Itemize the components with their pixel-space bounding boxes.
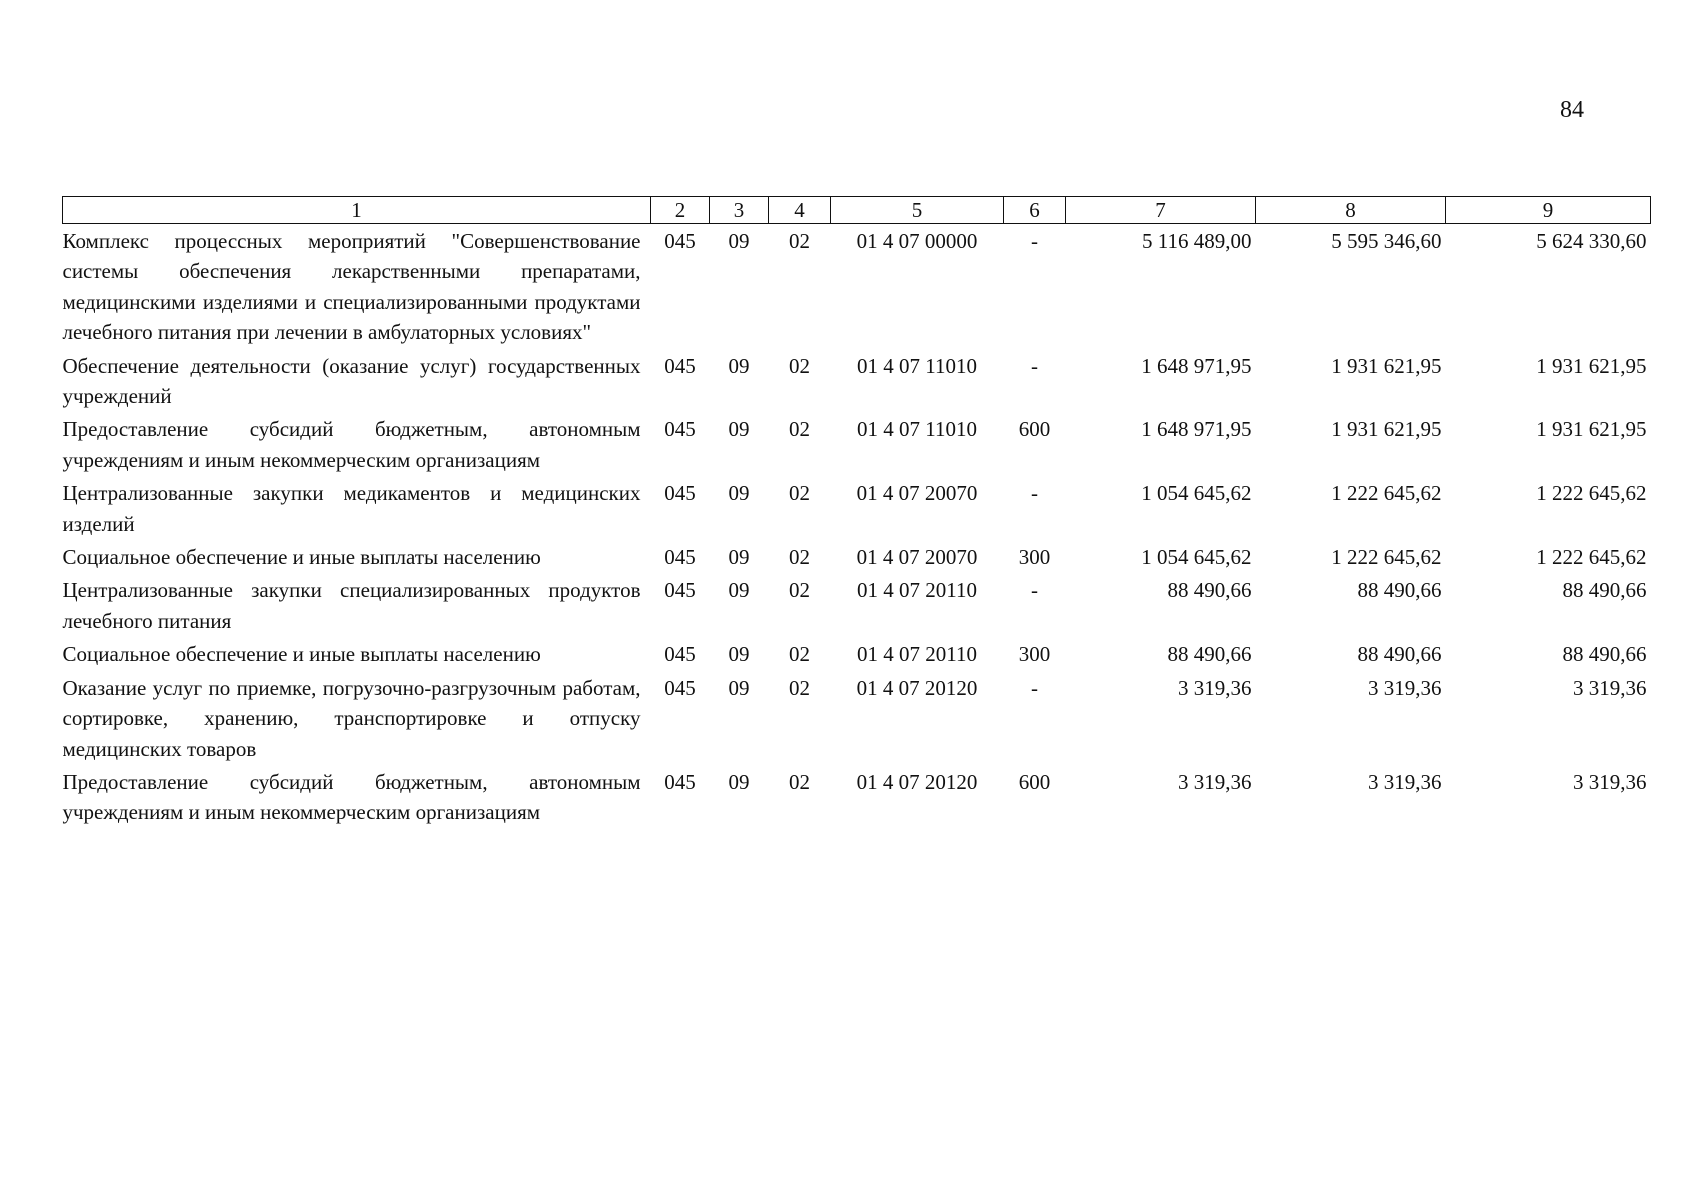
table-row [63, 349, 1651, 413]
amount-col-7: 1 054 645,62 [1141, 545, 1252, 570]
subsection-code: 02 [789, 545, 810, 570]
ministry-code: 045 [664, 642, 696, 667]
row-name: Комплекс процессных мероприятий "Совершенствование системы обеспечения лекарственными препаратами, медицинскими изделиями и специализированными продуктами лечебного питания при лечении в амбулаторных условиях" [62, 229, 641, 345]
ministry-code: 045 [664, 417, 696, 442]
column-header-4: 4 [769, 197, 831, 224]
amount-col-7: 3 319,36 [1178, 675, 1252, 700]
row-name: Предоставление субсидий бюджетным, автономным учреждениям и иным некоммерческим организациям [62, 769, 641, 825]
amount-col-9: 1 931 621,95 [1536, 353, 1647, 378]
amount-col-9: 3 319,36 [1573, 675, 1647, 700]
table-row [63, 540, 1651, 573]
expense-type-code: 600 [1018, 769, 1051, 794]
amount-col-7: 5 116 489,00 [1142, 229, 1252, 253]
table-row [63, 637, 1651, 670]
table-row [63, 765, 1651, 829]
amount-col-9: 88 490,66 [1562, 578, 1647, 603]
amount-col-9: 1 931 621,95 [1536, 417, 1647, 442]
amount-col-8: 88 490,66 [1357, 578, 1442, 603]
target-item-code: 01 4 07 20070 [856, 545, 978, 570]
section-code: 09 [728, 229, 750, 253]
amount-col-8: 3 319,36 [1368, 769, 1442, 794]
ministry-code: 045 [664, 545, 696, 570]
subsection-code: 02 [789, 675, 810, 700]
row-name: Предоставление субсидий бюджетным, автономным учреждениям и иным некоммерческим организациям [62, 417, 641, 472]
column-header-3: 3 [710, 197, 769, 224]
table-row [63, 671, 1651, 765]
page-number: 84 [1560, 97, 1584, 123]
column-header-9: 9 [1446, 197, 1651, 224]
target-item-code: 01 4 07 20110 [857, 578, 977, 603]
ministry-code: 045 [664, 353, 696, 378]
table-row [63, 224, 1651, 349]
column-header-1: 1 [63, 197, 651, 224]
ministry-code: 045 [664, 769, 696, 794]
amount-col-8: 3 319,36 [1368, 675, 1442, 700]
section-code: 09 [728, 417, 750, 442]
budget-table [62, 196, 1651, 829]
amount-col-8: 88 490,66 [1357, 642, 1442, 667]
amount-col-7: 88 490,66 [1167, 642, 1252, 667]
section-code: 09 [728, 642, 750, 667]
row-name: Социальное обеспечение и иные выплаты населению [62, 642, 541, 667]
target-item-code: 01 4 07 20120 [856, 675, 978, 700]
expense-type-code: - [1031, 353, 1038, 378]
column-header-6: 6 [1004, 197, 1066, 224]
expense-type-code: 300 [1018, 545, 1051, 570]
subsection-code: 02 [789, 769, 810, 794]
amount-col-9: 1 222 645,62 [1536, 481, 1647, 506]
amount-col-7: 1 648 971,95 [1141, 417, 1252, 442]
expense-type-code: - [1031, 578, 1038, 603]
section-code: 09 [728, 578, 750, 603]
column-header-2: 2 [651, 197, 710, 224]
expense-type-code: - [1031, 675, 1038, 700]
section-code: 09 [728, 769, 750, 794]
subsection-code: 02 [789, 481, 810, 506]
amount-col-7: 88 490,66 [1167, 578, 1252, 603]
section-code: 09 [728, 353, 750, 378]
section-code: 09 [728, 545, 750, 570]
target-item-code: 01 4 07 20120 [856, 769, 978, 794]
column-header-7: 7 [1066, 197, 1256, 224]
row-name: Централизованные закупки специализированных продуктов лечебного питания [62, 578, 641, 633]
amount-col-8: 1 931 621,95 [1331, 353, 1442, 378]
ministry-code: 045 [664, 229, 696, 253]
amount-col-8: 5 595 346,60 [1331, 229, 1442, 253]
amount-col-9: 5 624 330,60 [1536, 229, 1647, 253]
table-row [63, 476, 1651, 540]
amount-col-9: 88 490,66 [1562, 642, 1647, 667]
row-name: Оказание услуг по приемке, погрузочно-разгрузочным работам, сортировке, хранению, транспортировке и отпуску медицинских товаров [62, 675, 641, 761]
target-item-code: 01 4 07 00000 [856, 229, 978, 253]
target-item-code: 01 4 07 20070 [856, 481, 978, 506]
section-code: 09 [728, 481, 750, 506]
subsection-code: 02 [789, 353, 810, 378]
table-row [63, 412, 1651, 476]
amount-col-9: 1 222 645,62 [1536, 545, 1647, 570]
ministry-code: 045 [664, 481, 696, 506]
table-row [63, 573, 1651, 637]
row-name: Социальное обеспечение и иные выплаты населению [62, 545, 541, 570]
target-item-code: 01 4 07 20110 [857, 642, 977, 667]
target-item-code: 01 4 07 11010 [857, 353, 977, 378]
subsection-code: 02 [789, 417, 810, 442]
ministry-code: 045 [664, 578, 696, 603]
row-name: Централизованные закупки медикаментов и медицинских изделий [62, 481, 641, 536]
expense-type-code: 600 [1018, 417, 1051, 442]
row-name: Обеспечение деятельности (оказание услуг) государственных учреждений [62, 353, 641, 409]
subsection-code: 02 [789, 642, 810, 667]
expense-type-code: - [1031, 481, 1038, 506]
column-header-8: 8 [1256, 197, 1446, 224]
amount-col-7: 1 648 971,95 [1141, 353, 1252, 378]
expense-type-code: 300 [1018, 642, 1051, 667]
subsection-code: 02 [789, 578, 810, 603]
subsection-code: 02 [789, 229, 810, 253]
ministry-code: 045 [664, 675, 696, 700]
section-code: 09 [728, 675, 750, 700]
amount-col-7: 1 054 645,62 [1141, 481, 1252, 506]
amount-col-7: 3 319,36 [1178, 769, 1252, 794]
target-item-code: 01 4 07 11010 [857, 417, 977, 442]
column-header-5: 5 [831, 197, 1004, 224]
amount-col-8: 1 222 645,62 [1331, 481, 1442, 506]
expense-type-code: - [1031, 229, 1038, 253]
amount-col-8: 1 931 621,95 [1331, 417, 1442, 442]
amount-col-9: 3 319,36 [1573, 769, 1647, 794]
amount-col-8: 1 222 645,62 [1331, 545, 1442, 570]
table-header-row [63, 197, 1651, 224]
